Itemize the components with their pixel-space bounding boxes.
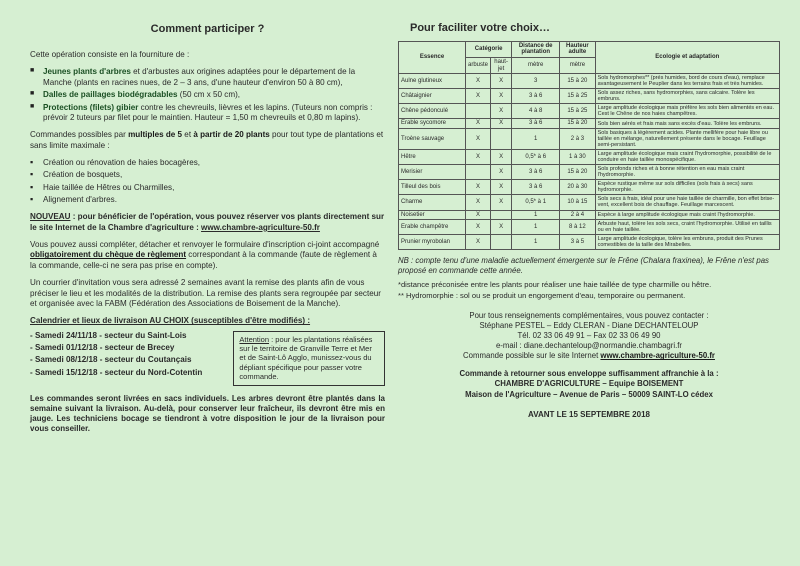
arbuste-cell [466, 104, 491, 119]
arbuste-cell: X [466, 150, 491, 165]
plantation-type: ▪ Création ou rénovation de haies bocagères, [30, 158, 385, 168]
table-row [399, 74, 780, 89]
intro-text: Cette opération consiste en la fourniture de : [30, 50, 190, 60]
hautjet-cell: X [491, 89, 512, 104]
hauteur-cell: 15 à 20 [560, 119, 595, 129]
ecologie-cell: Espèce à large amplitude écologique mais craint l'hydromorphie. [595, 210, 779, 220]
courrier-text: Un courrier d'invitation vous sera adressé 2 semaines avant la remise des plants afin de vous préciser le lieu et les modalités de la distribution. La remise des plants sera regroupée par secteur et organisée avec la FABM (Fédération des Associations de Boisement de la Manche). [30, 278, 381, 308]
arbuste-cell: X [466, 220, 491, 235]
distance-cell: 3 à 6 [512, 89, 560, 104]
supply-item-protections: ■ Protections (filets) gibier contre les chevreuils, lièvres et les lapins. (Tuteurs non compris : prévoir 2 tuteurs par filet pour le maintien. Hauteur = 1,50 m chevreuils et 0,80 m lapins). [30, 103, 385, 124]
delivery-date: - Samedi 01/12/18 - secteur de Brecey [30, 342, 175, 352]
plantation-type: ▪ Création de bosquets, [30, 170, 385, 180]
header-essence: Essence [399, 41, 466, 73]
header-ecologie: Ecologie et adaptation [595, 41, 779, 73]
header-hautjet: haut-jet [491, 57, 512, 73]
essence-cell: Aulne glutineux [399, 74, 466, 89]
table-row [399, 165, 780, 180]
ecologie-cell: Espèce rustique même sur sols difficiles (sols frais à secs) sans hydromorphie. [595, 180, 779, 195]
ecologie-cell: Large amplitude écologique mais préfère les sols bien alimentés en eau. Cest le Chêne de nos haies champêtres. [595, 104, 779, 119]
ecologie-cell: Sols basiques à légèrement acides. Plante mellifère pour haie libre ou taillée en mélange, naturellement présente dans le bocage. Feuillage semi-persistant. [595, 129, 779, 150]
hautjet-cell [491, 210, 512, 220]
hautjet-cell: X [491, 195, 512, 210]
plantation-type: ▪ Alignement d'arbres. [30, 195, 385, 205]
header-arbuste: arbuste [466, 57, 491, 73]
final-notice: Les commandes seront livrées en sacs individuels. Les arbres devront être plantés dans la semaine suivant la livraison. Au-delà, pour conserver leur fraîcheur, ils devront être mis en jauge. Les techniciens bocage se tiendront à votre disposition le jour de la livraison pour vous conseiller. [30, 393, 385, 434]
hautjet-cell: X [491, 150, 512, 165]
arbuste-cell [466, 165, 491, 180]
commandes-text: Commandes possibles par multiples de 5 et à partir de 20 plants pour tout type de plantations et sans limite maximale : [30, 130, 384, 150]
header-hauteur-unit: mètre [560, 57, 595, 73]
essence-cell: Charme [399, 195, 466, 210]
delivery-dates [30, 331, 229, 386]
header-distance-unit: mètre [512, 57, 560, 73]
contact-website-link[interactable]: www.chambre-agriculture-50.fr [600, 351, 715, 361]
essence-cell: Troène sauvage [399, 129, 466, 150]
distance-cell: 0,5* à 6 [512, 150, 560, 165]
contact-block: Pour tous renseignements complémentaires, vous pouvez contacter : Stéphane PESTEL – Eddy CLERAN - Diane DECHANTELOUP Tél. 02 33 06 49 91 – Fax 02 33 06 49 90 e-mail : diane.dechanteloup@normandie.chambagri.fr Commande possible sur le site Internet www.chambre-agriculture-50.fr Commande à retourner sous enveloppe suffisamment affranchie à la : CHAMBRE D'AGRICULTURE – Equipe BOISEMENT Maison de l'Agriculture – Avenue de Paris – 50009 SAINT-LO cédex [398, 311, 780, 400]
arbuste-cell: X [466, 180, 491, 195]
essence-cell: Châtaignier [399, 89, 466, 104]
hautjet-cell: X [491, 74, 512, 89]
hauteur-cell: 15 à 20 [560, 74, 595, 89]
ecologie-cell: Sols hydromorphes** (prés humides, bord de cours d'eau), remplace avantageusement le Peuplier dans les terrains frais et très humides. [595, 74, 779, 89]
left-title: Comment participer ? [150, 23, 265, 35]
hauteur-cell: 15 à 20 [560, 165, 595, 180]
hautjet-cell: X [491, 165, 512, 180]
essence-cell: Erable champêtre [399, 220, 466, 235]
nouveau-text: NOUVEAU : pour bénéficier de l'opération, vous pouvez réserver vos plants directement sur le site Internet de la Chambre d'agriculture : www.chambre-agriculture-50.fr [30, 212, 385, 232]
essence-cell: Noisetier [399, 210, 466, 220]
delivery-date: - Samedi 24/11/18 - secteur du Saint-Lois [30, 330, 187, 340]
header-distance: Distance de plantation [512, 41, 560, 57]
hauteur-cell: 20 à 30 [560, 180, 595, 195]
table-row [399, 235, 780, 250]
hautjet-cell: X [491, 104, 512, 119]
plantation-types-list [30, 158, 385, 205]
table-row [399, 195, 780, 210]
table-row [399, 180, 780, 195]
delivery-date: - Samedi 08/12/18 - secteur du Coutançais [30, 355, 192, 365]
hauteur-cell: 8 à 12 [560, 220, 595, 235]
essence-cell: Prunier myrobolan [399, 235, 466, 250]
plantation-type: ▪ Haie taillée de Hêtres ou Charmilles, [30, 183, 385, 193]
table-row [399, 119, 780, 129]
supply-list [30, 67, 385, 123]
species-table [398, 41, 780, 251]
distance-cell: 4 à 8 [512, 104, 560, 119]
calendar-title: Calendrier et lieux de livraison AU CHOIX (susceptibles d'être modifiés) : [30, 316, 311, 326]
delivery-date: - Samedi 15/12/18 - secteur du Nord-Cotentin [30, 367, 203, 377]
footnote-hydromorphie: ** Hydromorphie : sol ou se produit un engorgement d'eau, temporaire ou permanent. [398, 291, 686, 301]
table-row [399, 89, 780, 104]
hauteur-cell: 15 à 25 [560, 104, 595, 119]
arbuste-cell: X [466, 210, 491, 220]
hautjet-cell [491, 129, 512, 150]
footnote-distance: *distance préconisée entre les plants pour réaliser une haie taillée de type charmille ou hêtre. [398, 279, 712, 289]
distance-cell: 3 à 6 [512, 180, 560, 195]
hauteur-cell: 2 à 4 [560, 210, 595, 220]
hautjet-cell [491, 235, 512, 250]
arbuste-cell: X [466, 89, 491, 104]
essence-cell: Chêne pédonculé [399, 104, 466, 119]
table-row [399, 210, 780, 220]
table-row [399, 150, 780, 165]
contact-email[interactable]: e-mail : diane.dechanteloup@normandie.chambagri.fr [495, 341, 683, 351]
attention-box: Attention : pour les plantations réalisées sur le territoire de Granville Terre et Mer et de Saint-Lô Agglo, munissez-vous du dépliant spécifique pour passer votre commande. [233, 331, 385, 386]
hauteur-cell: 3 à 5 [560, 235, 595, 250]
supply-item-dalles: ■ Dalles de paillages biodégradables (50 cm x 50 cm), [30, 90, 385, 100]
arbuste-cell: X [466, 119, 491, 129]
hautjet-cell: X [491, 180, 512, 195]
ecologie-cell: Arbuste haut, tolère les sols secs, craint l'hydromorphie. Utilisé en taillis ou en haie taillée. [595, 220, 779, 235]
website-link[interactable]: www.chambre-agriculture-50.fr [201, 222, 320, 232]
arbuste-cell: X [466, 74, 491, 89]
arbuste-cell: X [466, 129, 491, 150]
arbuste-cell: X [466, 235, 491, 250]
ecologie-cell: Large amplitude écologique mais craint l'hydromorphie, possibilité de le conduire en haie taillée monospécifique. [595, 150, 779, 165]
essence-cell: Hêtre [399, 150, 466, 165]
distance-cell: 1 [512, 220, 560, 235]
ecologie-cell: Large amplitude écologique, tolère les embruns, produit des Prunes comestibles de la taille des Mirabelles. [595, 235, 779, 250]
ecologie-cell: Sols bien aérés et frais mais sans excès d'eau. Tolère les embruns. [595, 119, 779, 129]
arbuste-cell: X [466, 195, 491, 210]
table-row [399, 220, 780, 235]
distance-cell: 3 [512, 74, 560, 89]
species-table-body [399, 74, 780, 250]
essence-cell: Merisier [399, 165, 466, 180]
header-categorie: Catégorie [466, 41, 512, 57]
hauteur-cell: 15 à 25 [560, 89, 595, 104]
ecologie-cell: Sols profonds riches et à bonne rétention en eau mais craint l'hydromorphie. [595, 165, 779, 180]
header-hauteur: Hauteur adulte [560, 41, 595, 57]
nb-note: NB : compte tenu d'une maladie actuellement émergente sur le Frêne (Chalara fraxinea), le Frêne n'est pas proposé en commande cette année. [398, 256, 769, 276]
calendar-block [30, 331, 385, 386]
essence-cell: Tilleul des bois [399, 180, 466, 195]
hauteur-cell: 2 à 3 [560, 129, 595, 150]
distance-cell: 1 [512, 129, 560, 150]
ecologie-cell: Sols secs à frais, idéal pour une haie taillée de charmille, bon effet brise-vent, excellent bois de chauffage. Feuillage marcescent. [595, 195, 779, 210]
table-row [399, 104, 780, 119]
right-column [398, 22, 780, 420]
supply-item-plants: ■ Jeunes plants d'arbres et d'arbustes aux origines adaptées pour le département de la Manche (plants en racines nues, de 2 – 3 ans, d'une hauteur d'environ 50 à 80 cm), [30, 67, 385, 88]
hauteur-cell: 10 à 15 [560, 195, 595, 210]
ecologie-cell: Sols assez riches, sans hydromorphies, sans calcaire. Tolère les embruns. [595, 89, 779, 104]
distance-cell: 3 à 6 [512, 119, 560, 129]
deadline-date: AVANT LE 15 SEPTEMBRE 2018 [528, 409, 650, 419]
distance-cell: 3 à 6 [512, 165, 560, 180]
left-column [30, 22, 385, 441]
completer-text: Vous pouvez aussi compléter, détacher et renvoyer le formulaire d'inscription ci-joint accompagné obligatoirement du chèque de règlement correspondant à la commande (faute de règlement à la commande, celle-ci ne sera pas prise en compte). [30, 240, 380, 270]
table-row [399, 129, 780, 150]
hautjet-cell: X [491, 119, 512, 129]
essence-cell: Erable sycomore [399, 119, 466, 129]
distance-cell: 1 [512, 235, 560, 250]
distance-cell: 1 [512, 210, 560, 220]
hauteur-cell: 1 à 30 [560, 150, 595, 165]
hautjet-cell: X [491, 220, 512, 235]
right-title: Pour faciliter votre choix… [410, 22, 550, 34]
distance-cell: 0,5* à 1 [512, 195, 560, 210]
